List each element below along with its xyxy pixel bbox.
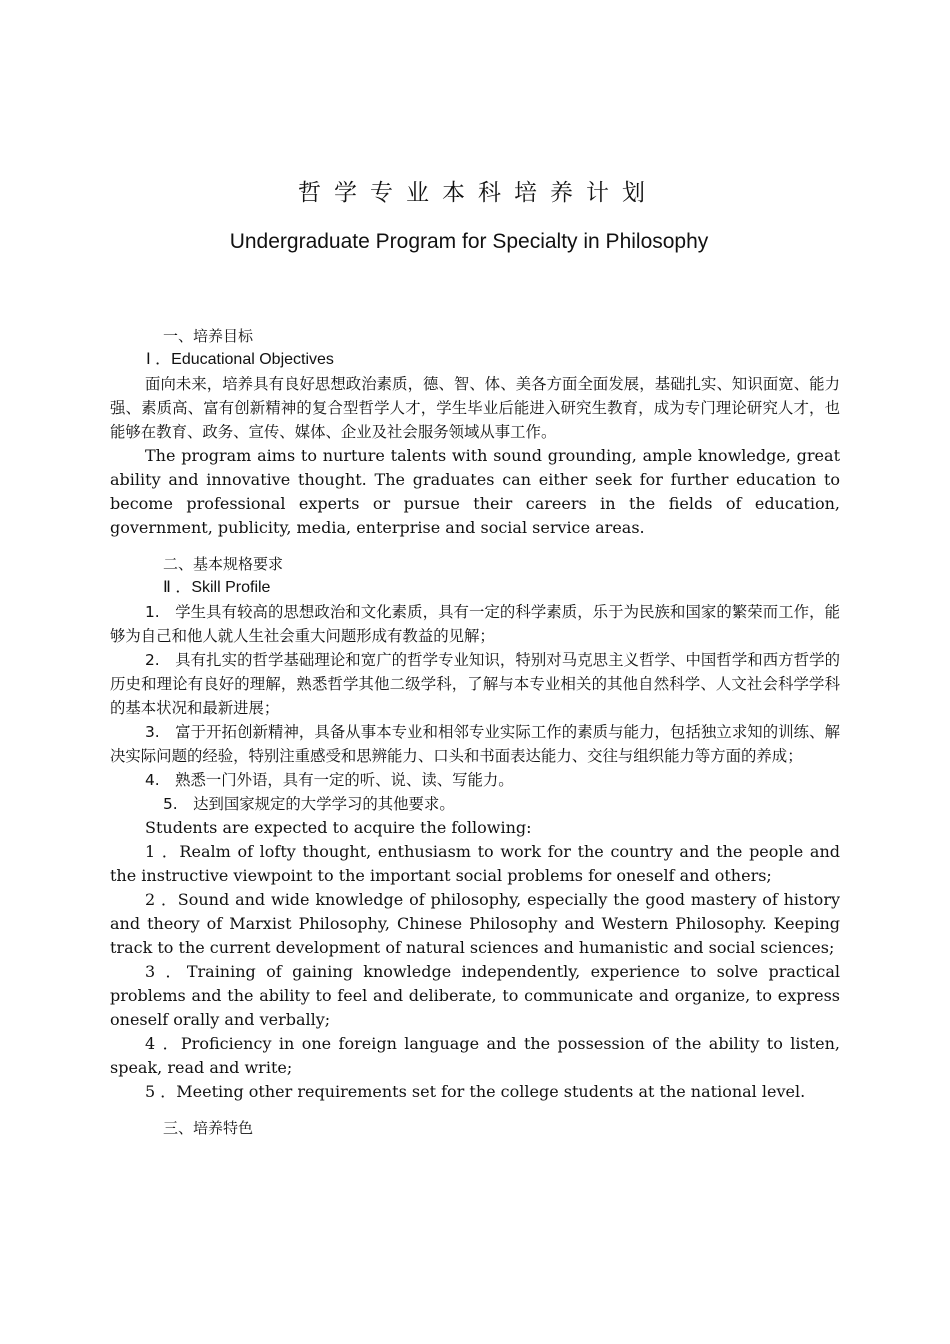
section1-paragraph-cn: 面向未来，培养具有良好思想政治素质，德、智、体、美各方面全面发展，基础扎实、知识面宽、能力强、素质高、富有创新精神的复合型哲学人才，学生毕业后能进入研究生教育，成为专门理论研究人才，也能够在教育、政务、宣传、媒体、企业及社会服务领域从事工作。 xyxy=(110,375,840,441)
skill-item-cn-2: 2. 具有扎实的哲学基础理论和宽广的哲学专业知识，特别对马克思主义哲学、中国哲学和西方哲学的历史和理论有良好的理解，熟悉哲学其他二级学科，了解与本专业相关的其他自然科学、人文社会科学学科的基本状况和最新进展； xyxy=(110,651,840,717)
skill-item-cn-1: 1. 学生具有较高的思想政治和文化素质，具有一定的科学素质，乐于为民族和国家的繁荣而工作，能够为自己和他人就人生社会重大问题形成有教益的见解； xyxy=(110,603,840,645)
title-english: Undergraduate Program for Specialty in Philosophy xyxy=(229,230,709,253)
skill-item-en-4: 4 ．Proficiency in one foreign language and the possession of the ability to listen, speak, read and write; xyxy=(110,1034,840,1077)
section3-heading-cn: 三、培养特色 xyxy=(163,1119,254,1137)
section1-paragraph-en: The program aims to nurture talents with sound grounding, ample knowledge, great ability and innovative thought. The graduates can either seek for further education to become professional experts or pursue their careers in the fields of education, government, publicity, media, enterprise and social service areas. xyxy=(110,446,840,537)
skill-item-en-2: 2 ．Sound and wide knowledge of philosophy, especially the good mastery of history and theory of Marxist Philosophy, Chinese Philosophy and Western Philosophy. Keeping track to the current development of natural sciences and humanistic and social sciences; xyxy=(110,890,841,957)
skill-item-en-1: 1 ．Realm of lofty thought, enthusiasm to work for the country and the people and the instructive viewpoint to the important social problems for oneself and others; xyxy=(110,842,840,885)
skill-item-cn-4: 4. 熟悉一门外语，具有一定的听、说、读、写能力。 xyxy=(145,771,514,789)
section-spacer xyxy=(110,1104,840,1116)
skill-intro-en: Students are expected to acquire the following: xyxy=(145,818,532,837)
section2-heading-cn: 二、基本规格要求 xyxy=(163,555,284,573)
title-chinese: 哲学专业本科培养计划 xyxy=(298,180,658,206)
section1-heading-cn: 一、培养目标 xyxy=(163,327,254,345)
skill-item-cn-5: 5. 达到国家规定的大学学习的其他要求。 xyxy=(163,795,455,813)
section1-heading-en: Ⅰ ．Educational Objectives xyxy=(146,351,334,368)
section-spacer xyxy=(110,540,840,552)
skill-item-cn-3: 3. 富于开拓创新精神，具备从事本专业和相邻专业实际工作的素质与能力，包括独立求知的训练、解决实际问题的经验，特别注重感受和思辨能力、口头和书面表达能力、交往与组织能力等方面的养成； xyxy=(110,723,840,765)
skill-item-en-5: 5 ．Meeting other requirements set for the college students at the national level. xyxy=(145,1082,806,1101)
document-body xyxy=(110,324,840,1140)
skill-item-en-3: 3 ．Training of gaining knowledge independently, experience to solve practical problems and the ability to feel and deliberate, to communicate and organize, to express oneself orally and verbally; xyxy=(110,962,840,1029)
section2-heading-en: Ⅱ ．Skill Profile xyxy=(163,579,271,596)
